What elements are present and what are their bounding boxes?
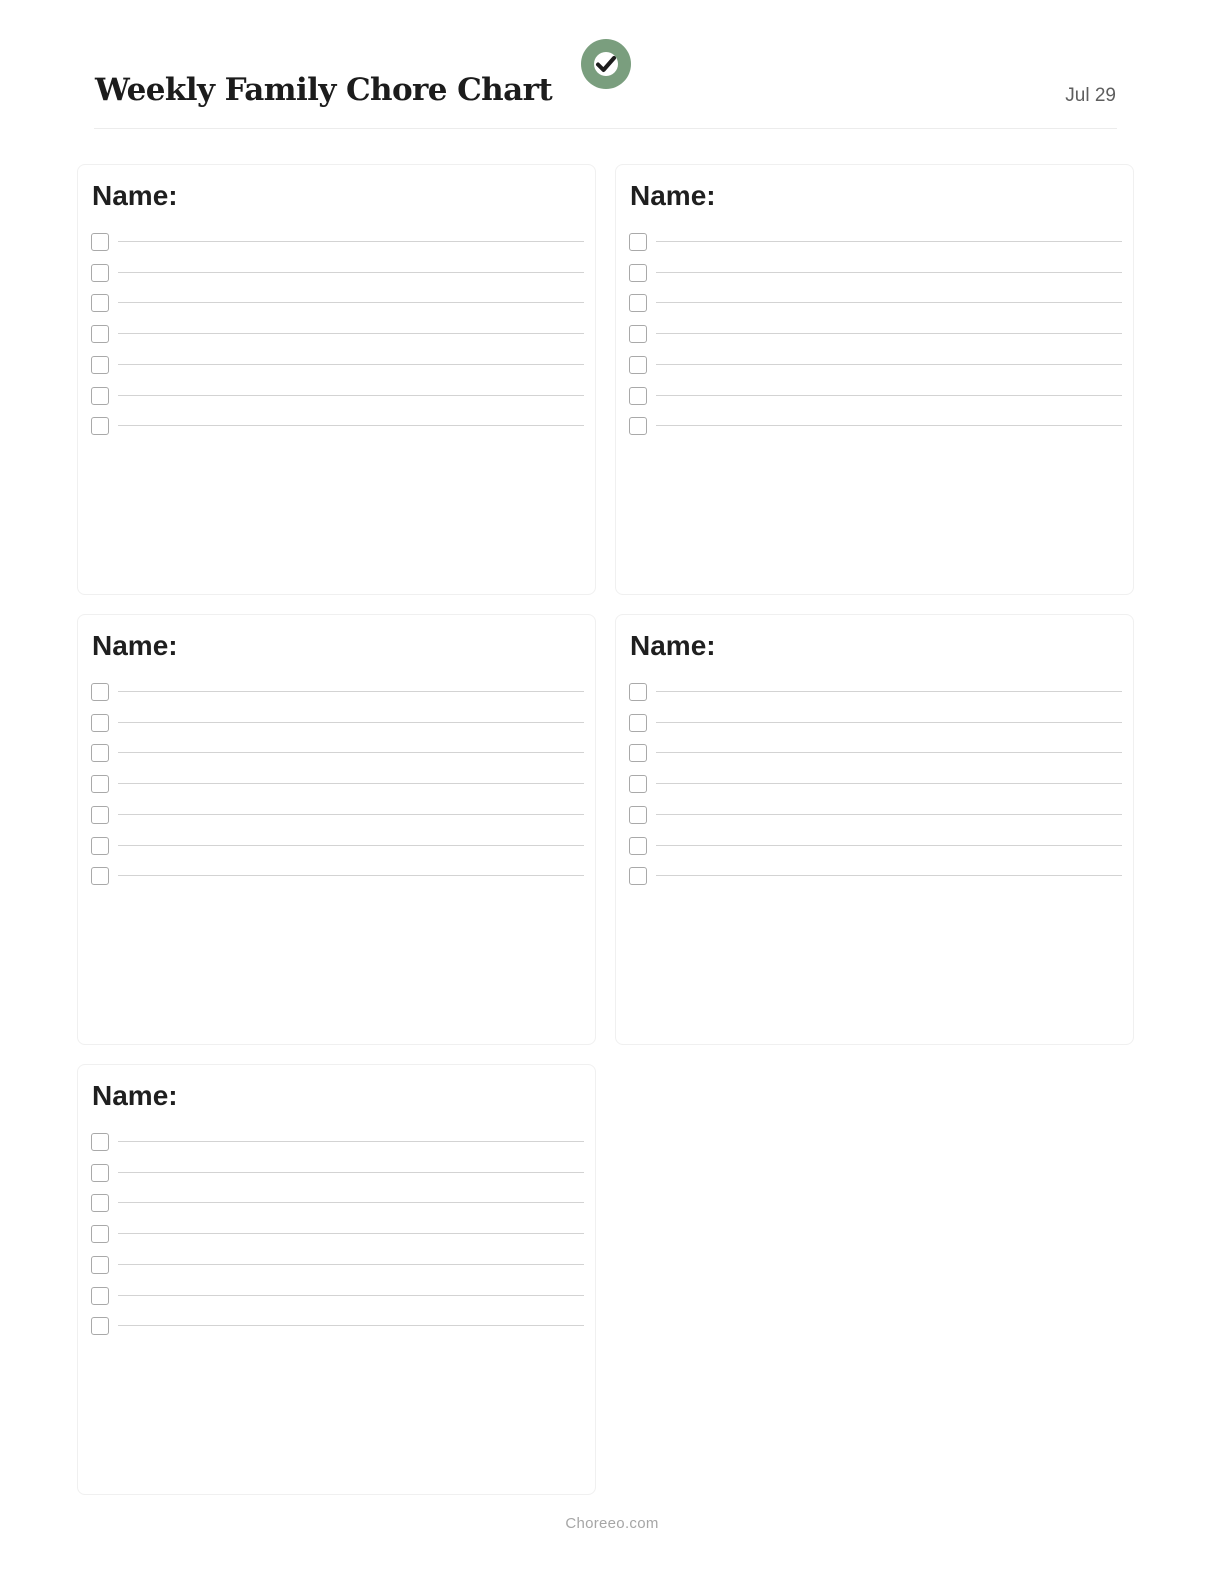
chore-writing-line[interactable] (118, 364, 584, 365)
chore-writing-line[interactable] (656, 875, 1122, 876)
chore-row (91, 294, 584, 312)
chore-card (615, 614, 1134, 1045)
chore-row (91, 806, 584, 824)
chore-row (629, 264, 1122, 282)
chore-checkbox[interactable] (91, 387, 109, 405)
chore-writing-line[interactable] (118, 241, 584, 242)
chore-writing-line[interactable] (656, 364, 1122, 365)
chore-checkbox[interactable] (629, 683, 647, 701)
chore-writing-line[interactable] (118, 425, 584, 426)
chore-checkbox[interactable] (91, 683, 109, 701)
chore-checkbox[interactable] (91, 1225, 109, 1243)
chore-checkbox[interactable] (91, 806, 109, 824)
chore-writing-line[interactable] (118, 1264, 584, 1265)
chore-writing-line[interactable] (656, 272, 1122, 273)
name-label: Name: (630, 630, 716, 661)
chore-checkbox[interactable] (91, 714, 109, 732)
chore-checkbox[interactable] (91, 356, 109, 374)
chore-writing-line[interactable] (118, 1325, 584, 1326)
chore-checkbox[interactable] (629, 387, 647, 405)
chore-checkbox[interactable] (91, 325, 109, 343)
chore-checkbox[interactable] (91, 1256, 109, 1274)
chore-writing-line[interactable] (656, 845, 1122, 846)
chore-writing-line[interactable] (118, 845, 584, 846)
chore-row (629, 417, 1122, 435)
chore-row (629, 325, 1122, 343)
chore-card (77, 164, 596, 595)
chore-checkbox[interactable] (91, 837, 109, 855)
chore-row (91, 417, 584, 435)
chore-row (629, 744, 1122, 762)
chore-writing-line[interactable] (118, 272, 584, 273)
chore-checkbox[interactable] (91, 775, 109, 793)
chore-row (91, 837, 584, 855)
chore-writing-line[interactable] (656, 783, 1122, 784)
chore-writing-line[interactable] (656, 425, 1122, 426)
chore-row (91, 1287, 584, 1305)
chore-writing-line[interactable] (118, 302, 584, 303)
chore-row (629, 837, 1122, 855)
chore-card (615, 164, 1134, 595)
chore-writing-line[interactable] (118, 333, 584, 334)
footer-site: Choreeo.com (565, 1515, 659, 1532)
chore-row (629, 775, 1122, 793)
chore-row (91, 264, 584, 282)
chore-checkbox[interactable] (91, 417, 109, 435)
chore-card (77, 1064, 596, 1495)
name-label: Name: (92, 630, 178, 661)
header-divider (94, 128, 1117, 129)
chore-row (629, 233, 1122, 251)
logo-check-icon (581, 39, 631, 89)
chore-row (629, 356, 1122, 374)
chore-row (91, 1194, 584, 1212)
chore-checkbox[interactable] (629, 744, 647, 762)
chore-checkbox[interactable] (629, 294, 647, 312)
page-title: Weekly Family Chore Chart (95, 72, 553, 108)
chore-row (629, 806, 1122, 824)
chore-checkbox[interactable] (91, 233, 109, 251)
chore-writing-line[interactable] (656, 302, 1122, 303)
chore-row (91, 1317, 584, 1335)
chore-checkbox[interactable] (629, 867, 647, 885)
chore-checkbox[interactable] (91, 1194, 109, 1212)
chore-writing-line[interactable] (118, 722, 584, 723)
chore-checkbox[interactable] (629, 356, 647, 374)
name-label: Name: (92, 180, 178, 211)
chart-date: Jul 29 (1065, 85, 1116, 106)
chore-checkbox[interactable] (629, 417, 647, 435)
chore-writing-line[interactable] (118, 783, 584, 784)
chore-writing-line[interactable] (118, 1233, 584, 1234)
chore-writing-line[interactable] (656, 752, 1122, 753)
chore-writing-line[interactable] (118, 1141, 584, 1142)
chore-writing-line[interactable] (118, 1295, 584, 1296)
chore-checkbox[interactable] (629, 233, 647, 251)
chore-row (629, 867, 1122, 885)
chore-row (91, 775, 584, 793)
chore-row (91, 387, 584, 405)
chore-row (91, 1133, 584, 1151)
chore-writing-line[interactable] (656, 395, 1122, 396)
chore-checkbox[interactable] (91, 294, 109, 312)
chore-checkbox[interactable] (91, 264, 109, 282)
chore-checkbox[interactable] (91, 1287, 109, 1305)
chore-writing-line[interactable] (656, 814, 1122, 815)
chore-row (629, 294, 1122, 312)
chore-checkbox[interactable] (91, 1133, 109, 1151)
chore-row (91, 744, 584, 762)
chore-row (91, 356, 584, 374)
chore-writing-line[interactable] (118, 395, 584, 396)
chore-writing-line[interactable] (118, 691, 584, 692)
chore-row (629, 714, 1122, 732)
chore-row (91, 1164, 584, 1182)
chore-row (91, 683, 584, 701)
chore-writing-line[interactable] (656, 691, 1122, 692)
chore-checkbox[interactable] (91, 1317, 109, 1335)
chore-writing-line[interactable] (656, 241, 1122, 242)
chore-checkbox[interactable] (91, 744, 109, 762)
chore-writing-line[interactable] (656, 722, 1122, 723)
chore-row (91, 325, 584, 343)
chore-row (91, 714, 584, 732)
chore-checkbox[interactable] (91, 867, 109, 885)
chore-checkbox[interactable] (629, 264, 647, 282)
chore-row (91, 1225, 584, 1243)
chore-writing-line[interactable] (656, 333, 1122, 334)
chore-writing-line[interactable] (118, 1202, 584, 1203)
chore-writing-line[interactable] (118, 875, 584, 876)
chore-row (629, 387, 1122, 405)
chore-checkbox[interactable] (629, 325, 647, 343)
name-label: Name: (92, 1080, 178, 1111)
chore-row (91, 233, 584, 251)
chore-checkbox[interactable] (629, 837, 647, 855)
name-label: Name: (630, 180, 716, 211)
chore-row (629, 683, 1122, 701)
chore-row (91, 867, 584, 885)
chore-checkbox[interactable] (629, 714, 647, 732)
chore-checkbox[interactable] (629, 775, 647, 793)
chore-writing-line[interactable] (118, 1172, 584, 1173)
chore-checkbox[interactable] (91, 1164, 109, 1182)
chore-writing-line[interactable] (118, 752, 584, 753)
chore-checkbox[interactable] (629, 806, 647, 824)
chore-card (77, 614, 596, 1045)
chore-writing-line[interactable] (118, 814, 584, 815)
chore-row (91, 1256, 584, 1274)
